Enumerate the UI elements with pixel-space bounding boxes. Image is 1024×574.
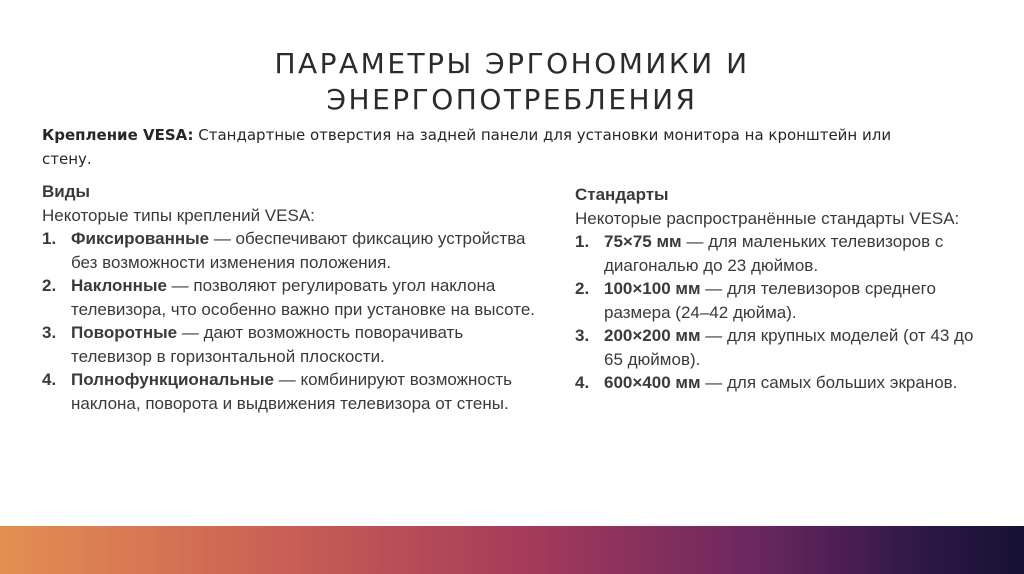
list-term: 600×400 мм xyxy=(604,373,701,392)
list-text: — для телевизоров среднего размера (24–42 дюйма). xyxy=(604,279,936,322)
decorative-gradient-bar xyxy=(0,526,1024,574)
list-number: 2. xyxy=(575,279,590,298)
slide-title: ПАРАМЕТРЫ ЭРГОНОМИКИ И ЭНЕРГОПОТРЕБЛЕНИЯ xyxy=(274,47,750,116)
list-number: 3. xyxy=(575,326,590,345)
list-item xyxy=(42,321,542,368)
list-item xyxy=(575,277,995,324)
list-item xyxy=(42,274,542,321)
standards-intro: Некоторые распространённые стандарты VESA: xyxy=(575,208,960,228)
list-text: — комбинируют возможность наклона, поворота и выдвижения телевизора от стены. xyxy=(71,370,513,413)
list-item xyxy=(42,227,542,274)
standards-column xyxy=(575,183,995,395)
vesa-definition xyxy=(42,123,912,171)
standards-heading: Стандарты xyxy=(575,185,669,204)
types-intro: Некоторые типы креплений VESA: xyxy=(42,205,315,225)
vesa-text: Стандартные отверстия на задней панели для установки монитора на кронштейн или стену. xyxy=(42,126,892,168)
list-number: 2. xyxy=(42,276,57,295)
list-term: Фиксированные xyxy=(71,229,210,248)
list-number: 4. xyxy=(575,373,590,392)
list-number: 3. xyxy=(42,323,57,342)
list-number: 1. xyxy=(575,232,590,251)
list-number: 4. xyxy=(42,370,57,389)
list-item xyxy=(575,230,995,277)
types-heading: Виды xyxy=(42,182,91,201)
list-term: Полнофункциональные xyxy=(71,370,275,389)
list-term: 100×100 мм xyxy=(604,279,701,298)
list-term: Наклонные xyxy=(71,276,167,295)
list-item xyxy=(575,371,995,395)
list-text: — позволяют регулировать угол наклона телевизора, что особенно важно при установке на высоте. xyxy=(71,276,535,319)
types-column xyxy=(42,180,542,415)
list-number: 1. xyxy=(42,229,57,248)
list-item xyxy=(42,368,542,415)
list-text: — обеспечивают фиксацию устройства без возможности изменения положения. xyxy=(71,229,526,272)
list-term: 200×200 мм xyxy=(604,326,701,345)
list-term: Поворотные xyxy=(71,323,178,342)
list-item xyxy=(575,324,995,371)
standards-list xyxy=(575,230,995,395)
list-text: — для маленьких телевизоров с диагональю до 23 дюймов. xyxy=(604,232,944,275)
list-text: — для крупных моделей (от 43 до 65 дюймов). xyxy=(604,326,974,369)
list-text: — для самых больших экранов. xyxy=(700,373,958,392)
types-list xyxy=(42,227,542,415)
list-text: — дают возможность поворачивать телевизор в горизонтальной плоскости. xyxy=(71,323,464,366)
list-term: 75×75 мм xyxy=(604,232,682,251)
vesa-term: Крепление VESA: xyxy=(42,126,194,144)
